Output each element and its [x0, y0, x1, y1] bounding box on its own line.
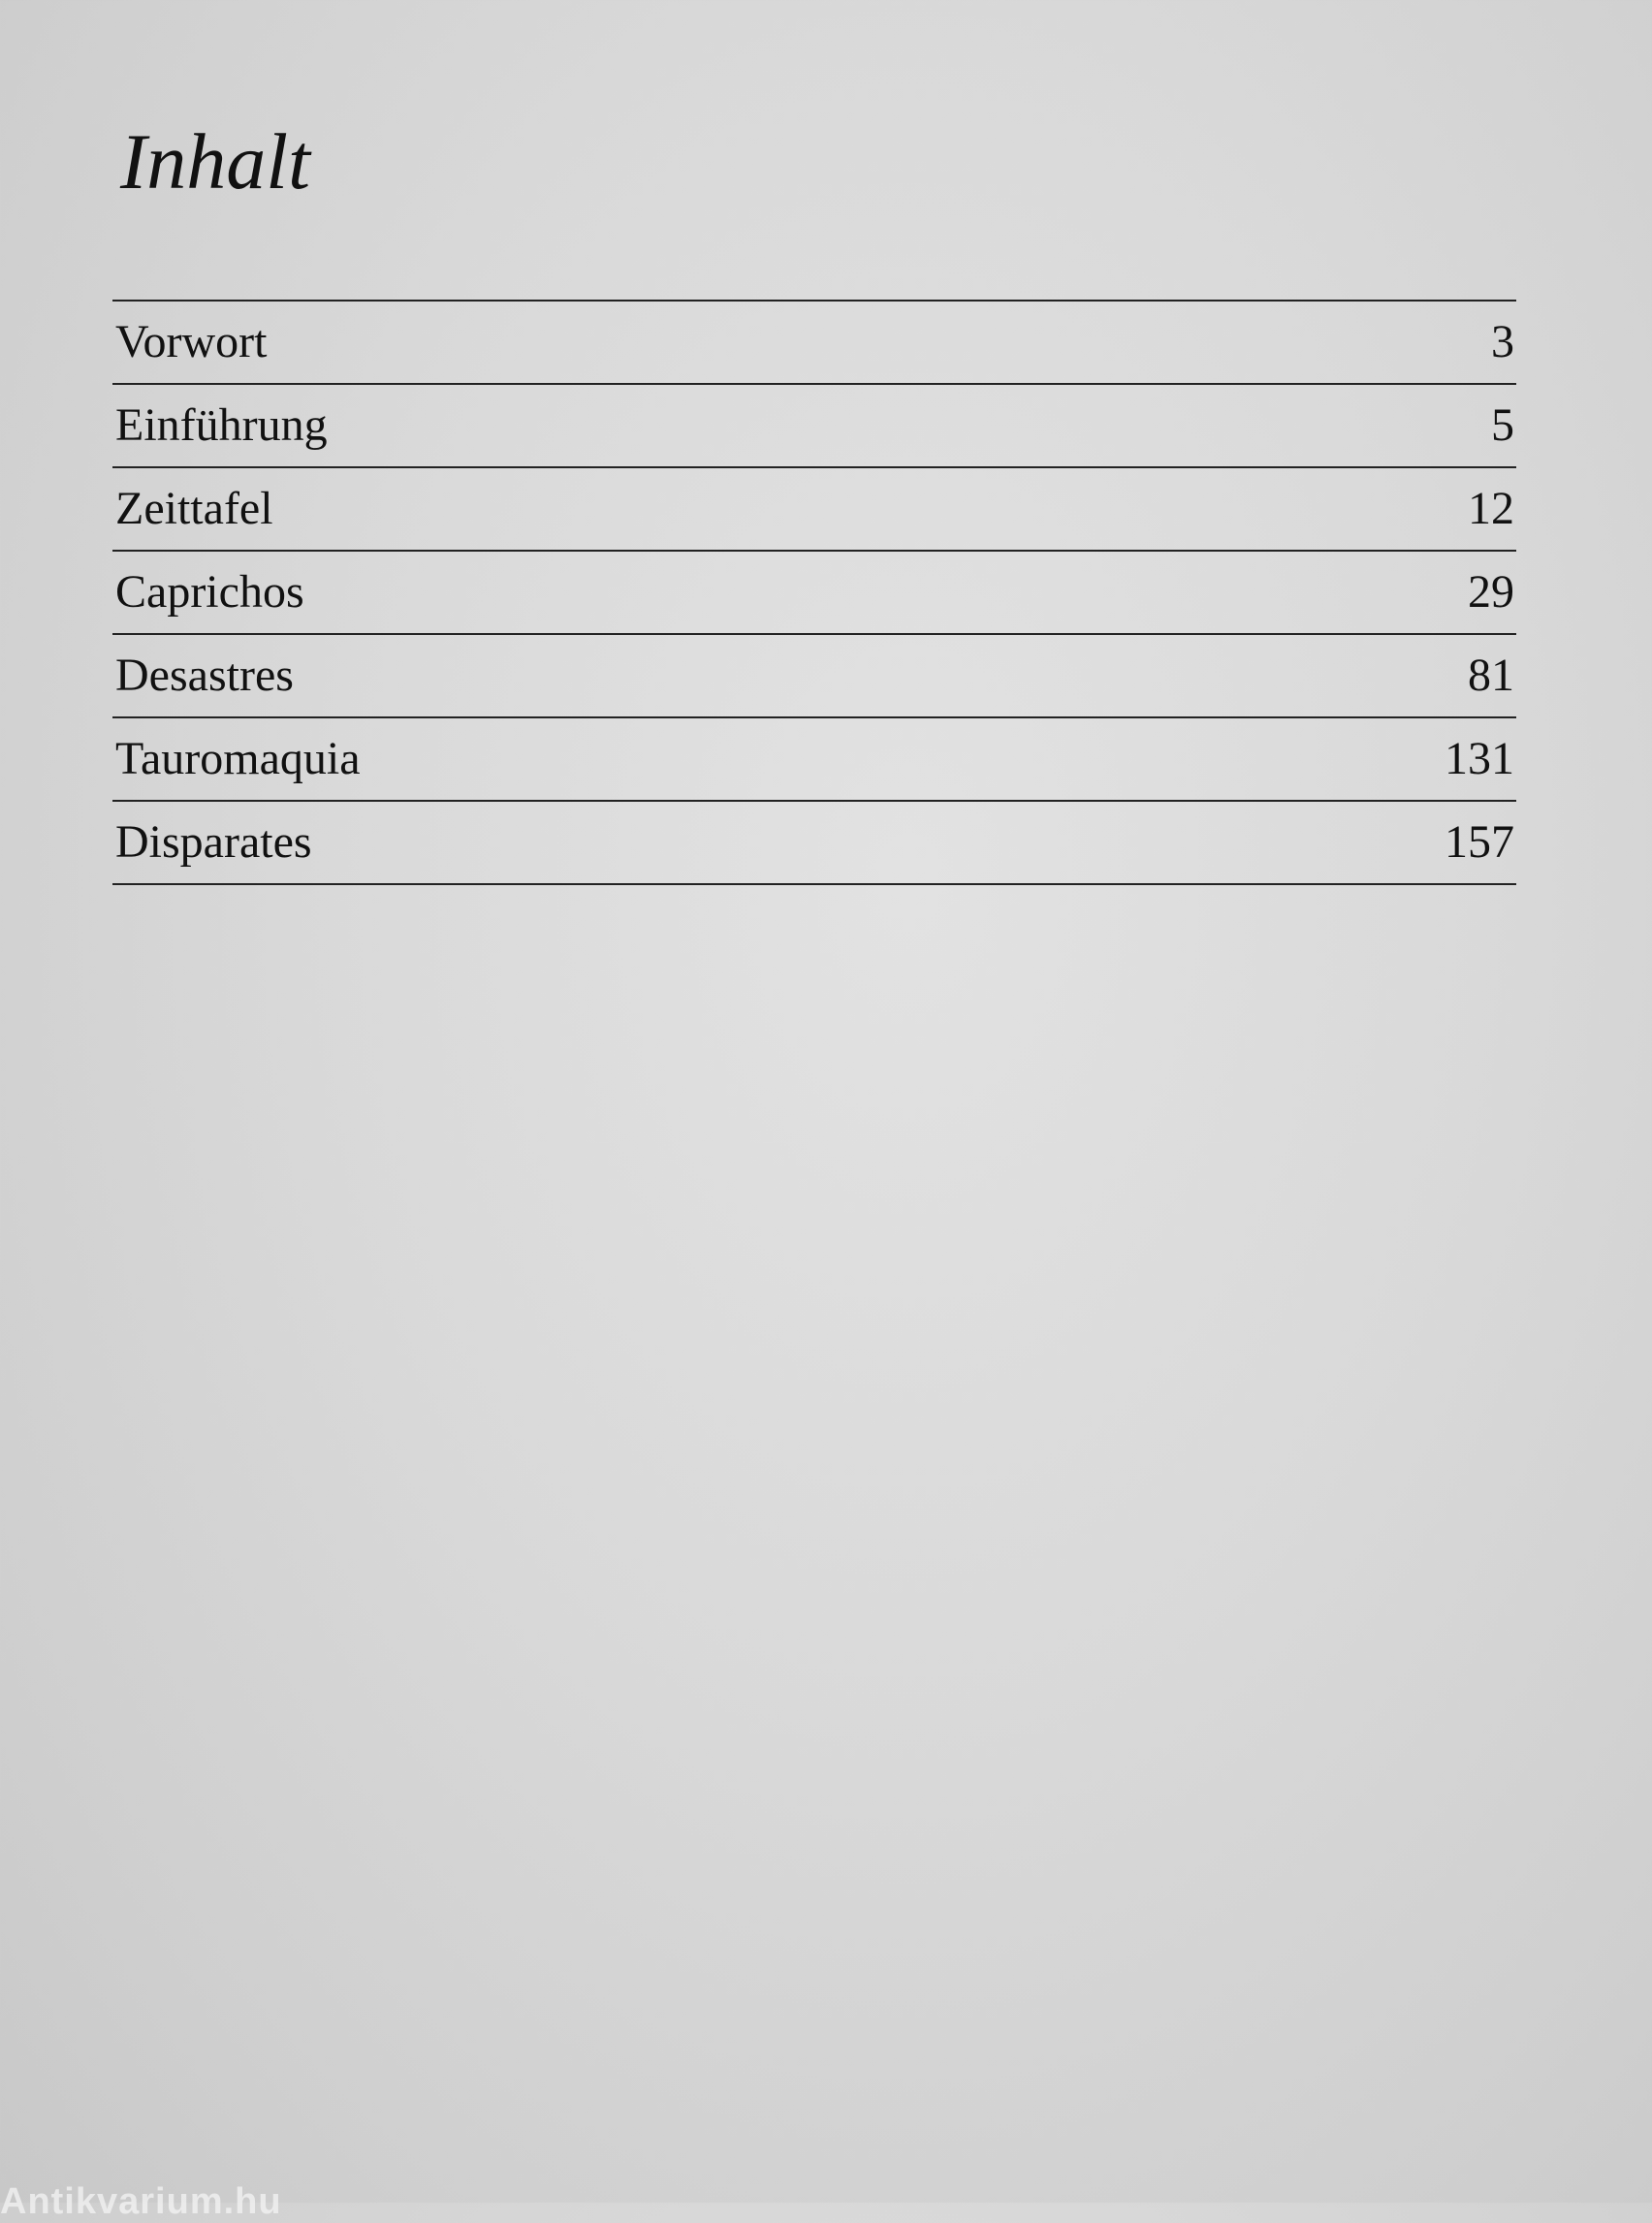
toc-entry-einfuehrung [112, 385, 1516, 468]
toc-entry-desastres [112, 635, 1516, 718]
toc-entry-label: Zeittafel [115, 483, 273, 534]
toc-entry-label: Tauromaquia [115, 733, 361, 784]
toc-entry-page: 131 [1445, 733, 1514, 784]
toc-entry-label: Caprichos [115, 566, 304, 618]
toc-entry-page: 29 [1468, 566, 1514, 618]
toc-entry-page: 157 [1445, 816, 1514, 868]
toc-entry-label: Desastres [115, 650, 294, 701]
toc-entry-label: Einführung [115, 399, 328, 451]
toc-entry-label: Disparates [115, 816, 312, 868]
toc-entry-page: 3 [1491, 316, 1514, 367]
watermark-text: Antikvarium.hu [0, 2181, 282, 2222]
toc-entry-label: Vorwort [115, 316, 268, 367]
toc-entry-tauromaquia [112, 718, 1516, 802]
toc-entry-page: 81 [1468, 650, 1514, 701]
toc-entry-disparates [112, 802, 1516, 885]
toc-entry-vorwort [112, 302, 1516, 385]
page-title: Inhalt [120, 117, 310, 206]
toc-entry-page: 12 [1468, 483, 1514, 534]
toc-entry-page: 5 [1491, 399, 1514, 451]
table-of-contents [112, 300, 1516, 885]
toc-entry-zeittafel [112, 468, 1516, 552]
toc-entry-caprichos [112, 552, 1516, 635]
